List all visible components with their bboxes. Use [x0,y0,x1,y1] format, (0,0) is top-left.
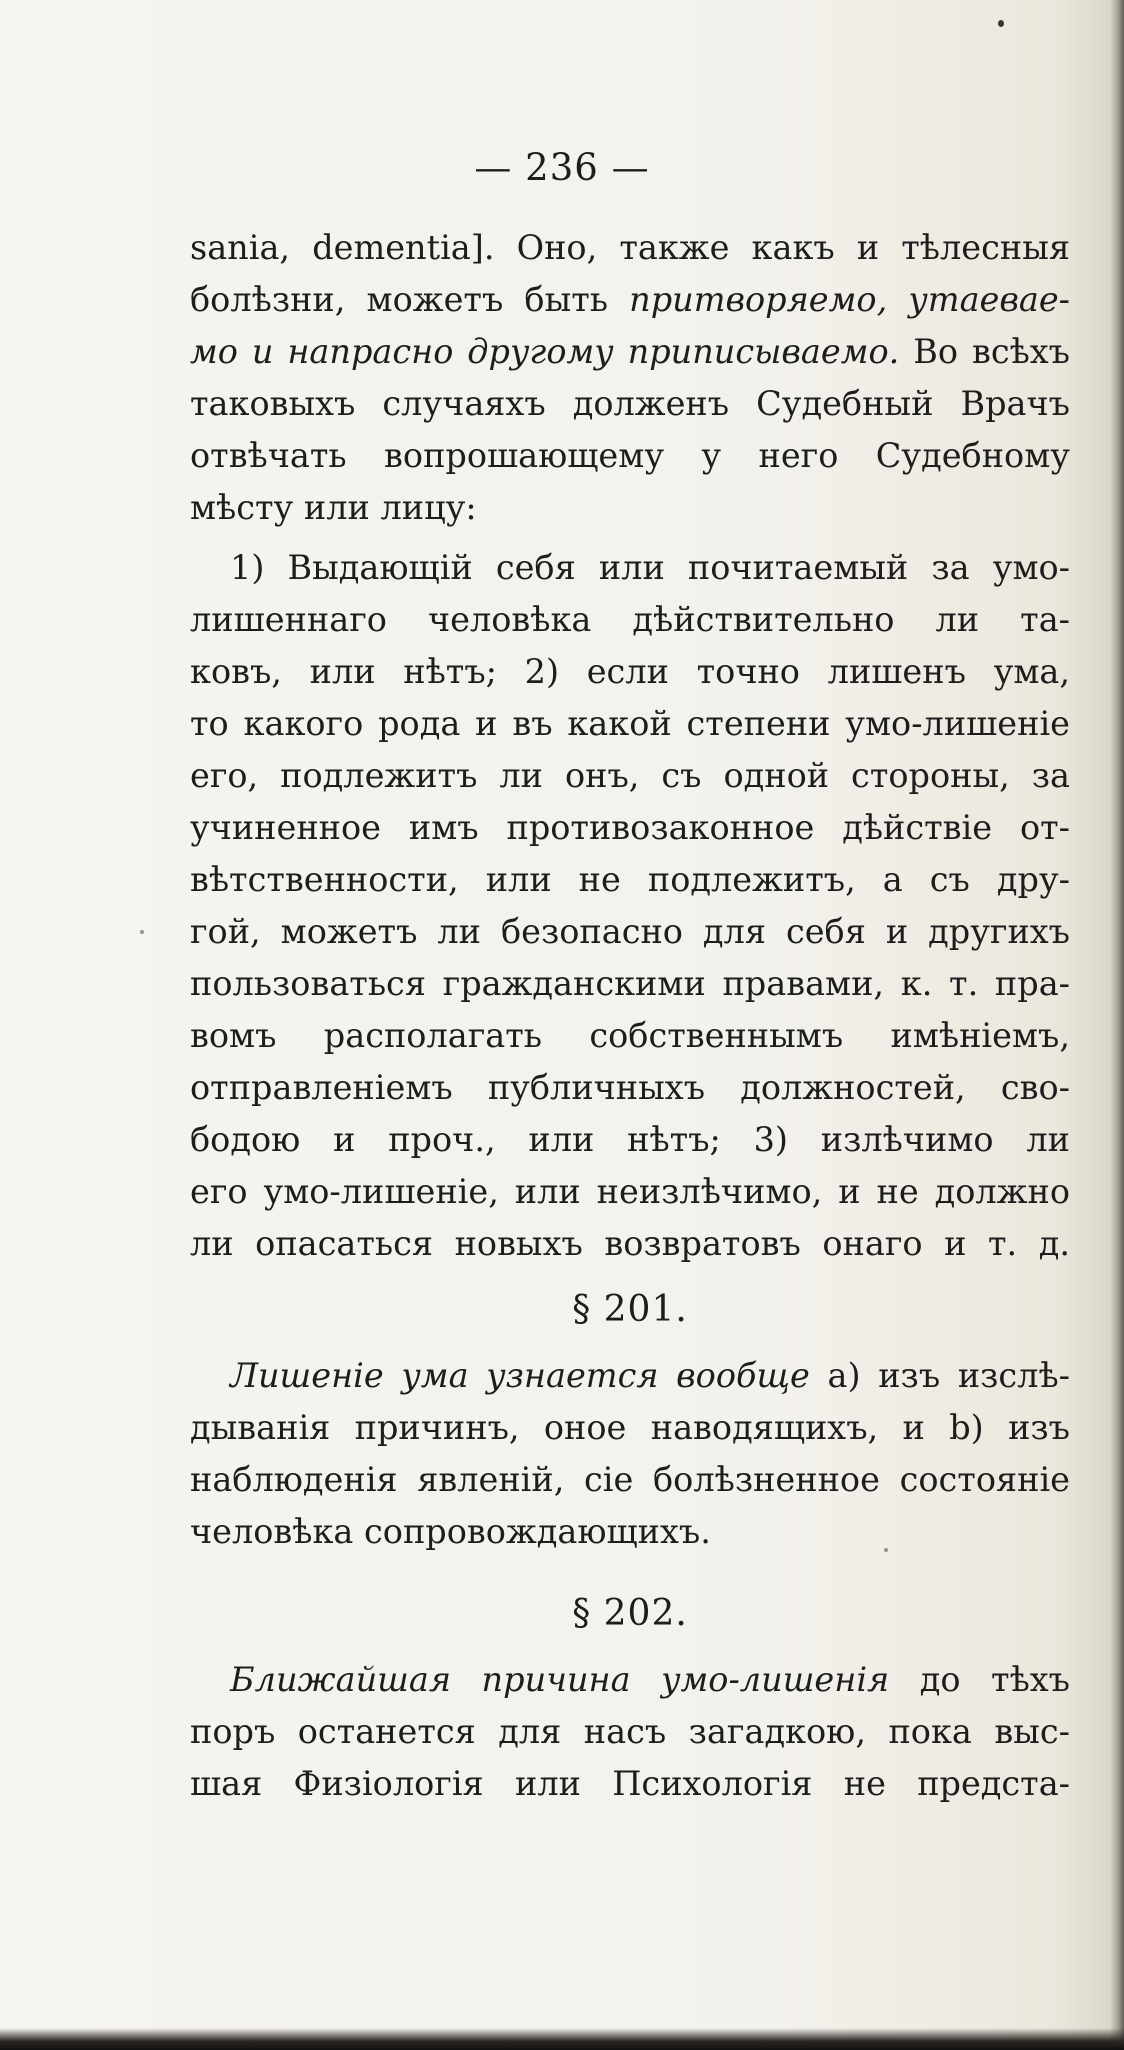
paragraph-4 [190,1654,1070,1810]
text-line [190,1654,1070,1706]
text-line: вѣтственности, или не подлежитъ, а съ дру- [190,860,1070,899]
text-line: дыванія причинъ, оное наводящихъ, и b) изъ [190,1408,1070,1447]
text-span: Во всѣхъ [899,332,1070,371]
text-line: 1) Выдающій себя или почитаемый за умо- [230,548,1070,587]
text-line: отвѣчать вопрошающему у него Судебному [190,436,1070,475]
page-edge-shadow [1110,0,1124,2050]
text-line: лишеннаго человѣка дѣйствительно ли та- [190,600,1070,639]
text-line: таковыхъ случаяхъ долженъ Судебный Врачъ [190,384,1070,423]
paragraph-2 [190,542,1070,1270]
text-line: пользоваться гражданскими правами, к. т. пра- [190,964,1070,1003]
text-line: учиненное имъ противозаконное дѣйствіе от- [190,808,1070,847]
text-line: гой, можетъ ли безопасно для себя и другихъ [190,912,1070,951]
text-line: ковъ, или нѣтъ; 2) если точно лишенъ ума, [190,652,1070,691]
text-line: бодою и проч., или нѣтъ; 3) излѣчимо ли [190,1120,1070,1159]
text-line [190,326,1070,378]
italic-span: притворяемо, утаевае- [629,280,1070,319]
section-heading-202: § 202. [572,1593,688,1634]
text-line: наблюденія явленій, сіе болѣзненное состояніе [190,1460,1070,1499]
text-line: шая Физіологія или Психологія не предста- [190,1764,1070,1803]
paragraph-3 [190,1350,1070,1558]
text-span: до тѣхъ [889,1660,1070,1699]
section-heading-201: § 201. [572,1289,688,1330]
italic-span: мо и напрасно другому приписываемо. [190,332,900,371]
text-line: ли опасаться новыхъ возвратовъ онаго и т. д. [190,1224,1070,1263]
text-line: отправленіемъ публичныхъ должностей, сво- [190,1068,1070,1107]
text-line: то какого рода и въ какой степени умо-лишеніе [190,704,1070,743]
text-line: вомъ располагать собственнымъ имѣніемъ, [190,1016,1070,1055]
ink-speck [998,20,1004,27]
text-span: a) изъ изслѣ- [809,1356,1070,1395]
text-line: его, подлежитъ ли онъ, съ одной стороны, за [190,756,1070,795]
page-number: — 236 — [474,146,650,189]
text-line: его умо-лишеніе, или неизлѣчимо, и не должно [190,1172,1070,1211]
ink-speck [140,930,144,934]
text-line: sania, dementia]. Оно, такжe какъ и тѣлесныя [190,228,1070,267]
text-line: человѣка сопровождающихъ. [190,1512,711,1551]
italic-span: Ближайшая причина умо-лишенія [230,1660,890,1699]
page-bottom-edge [0,2028,1124,2050]
text-span: болѣзни, можетъ быть [190,280,630,319]
italic-span: Лишеніе ума узнается вообще [230,1356,810,1395]
text-line [190,274,1070,326]
text-line: мѣсту или лицу: [190,488,477,527]
text-line: поръ останется для насъ загадкою, пока выс- [190,1712,1070,1751]
text-line [190,1350,1070,1402]
body-text [190,222,1070,1810]
paragraph-1 [190,222,1070,534]
